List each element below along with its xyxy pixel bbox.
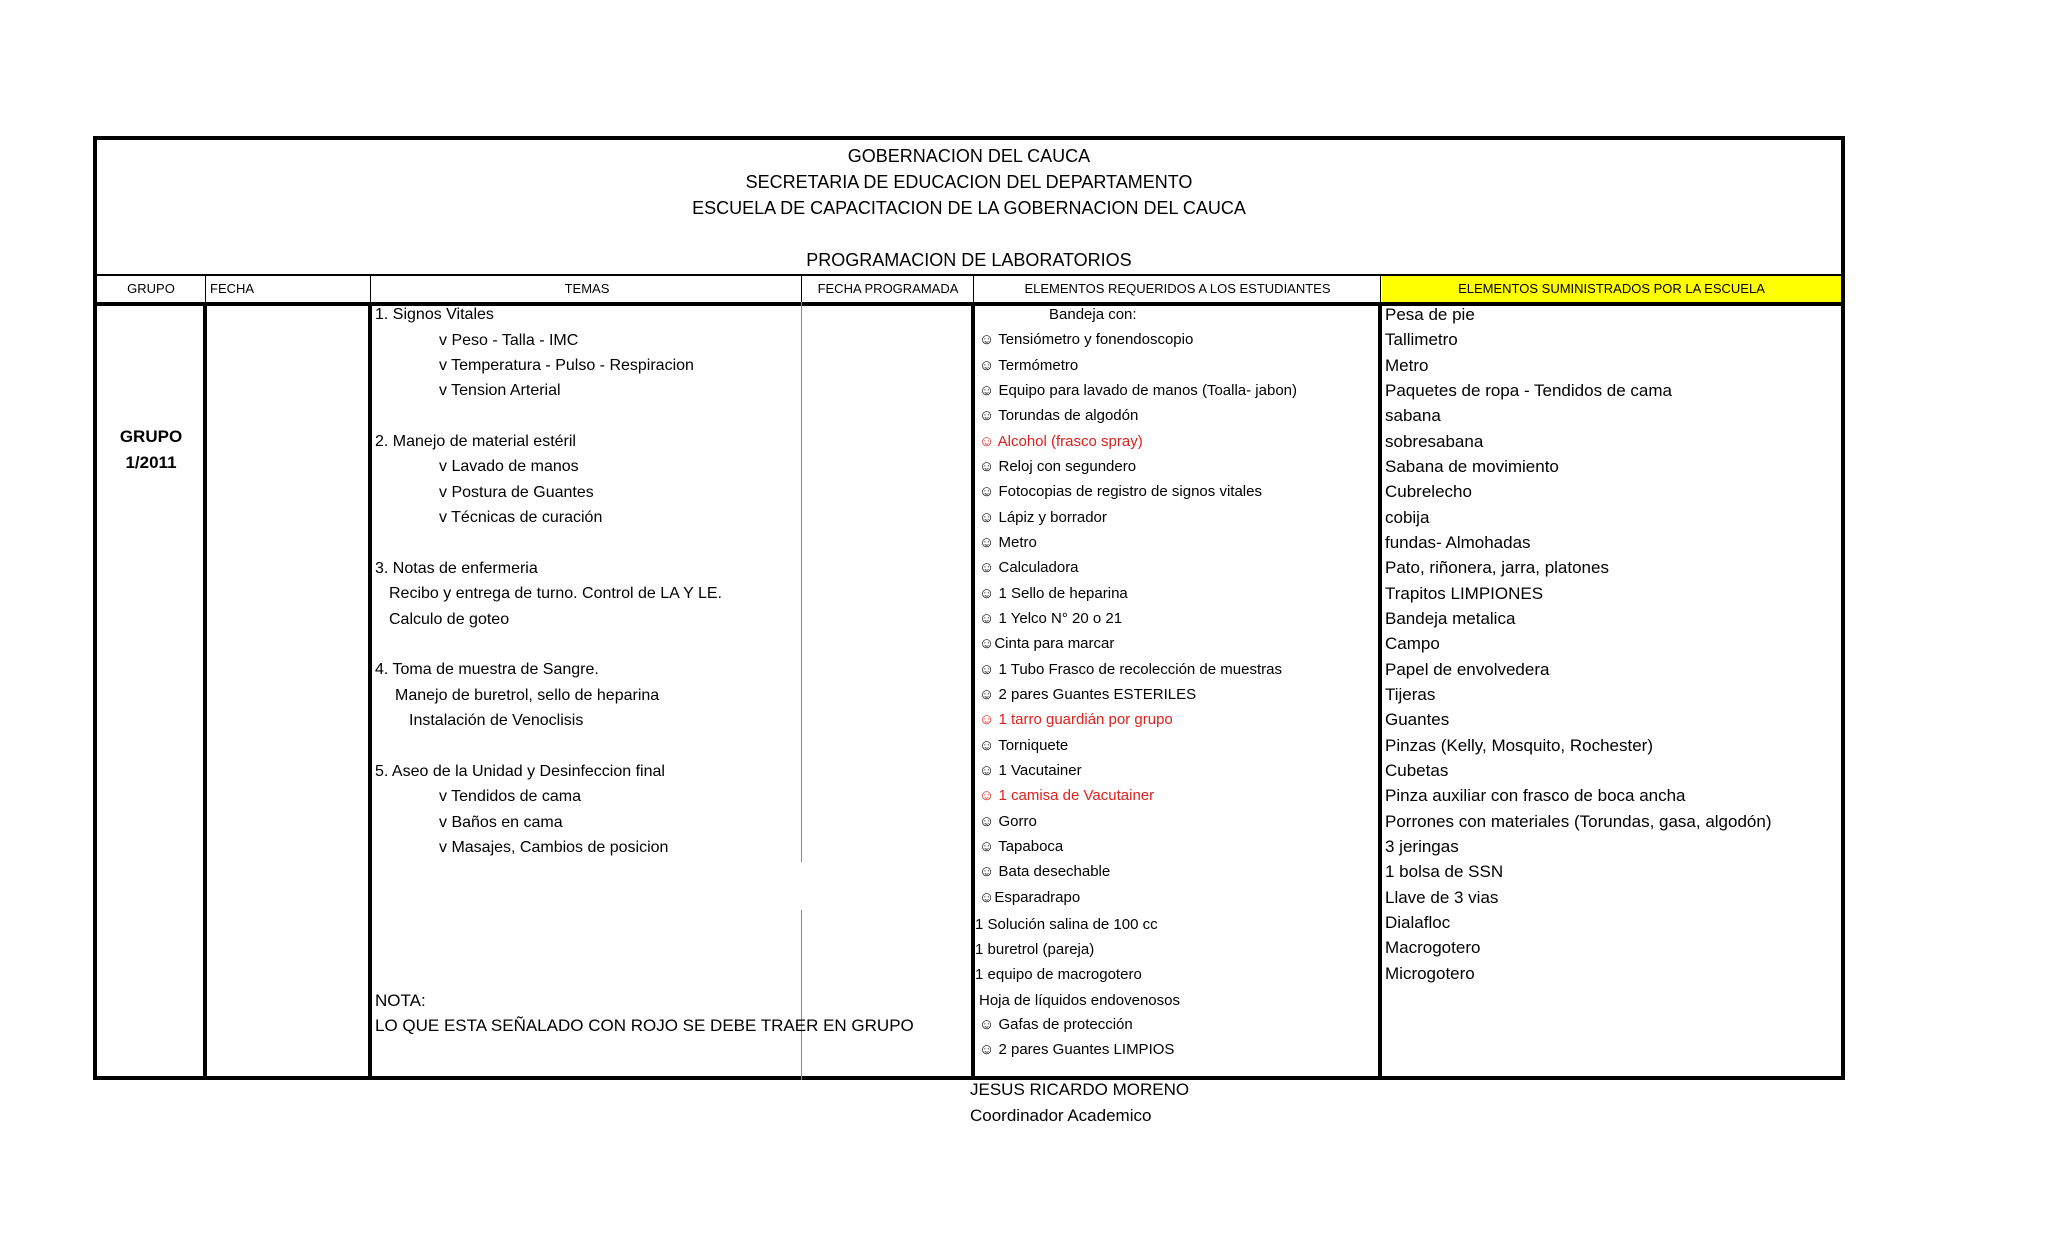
grupo-year: 1/2011 bbox=[125, 453, 177, 472]
req-item: 1 buretrol (pareja) bbox=[975, 941, 1095, 958]
req-item: Bandeja con: bbox=[1049, 306, 1137, 323]
sum-item: Paquetes de ropa - Tendidos de cama bbox=[1385, 381, 1672, 400]
header-divider bbox=[370, 276, 371, 302]
sum-item: Dialafloc bbox=[1385, 913, 1451, 932]
req-item: ☺ Fotocopias de registro de signos vitales bbox=[979, 483, 1262, 500]
req-item: ☺ 1 Yelco N° 20 o 21 bbox=[979, 610, 1123, 627]
col-fecha-programada: FECHA PROGRAMADA bbox=[817, 281, 959, 296]
req-item: ☺ Reloj con segundero bbox=[979, 458, 1137, 475]
body-divider bbox=[1378, 302, 1382, 1080]
tema-item: Recibo y entrega de turno. Control de LA Y LE. bbox=[389, 585, 722, 602]
col-suministrados: ELEMENTOS SUMINISTRADOS POR LA ESCUELA bbox=[1382, 276, 1841, 302]
header-divider bbox=[801, 276, 802, 302]
sum-item: sabana bbox=[1385, 406, 1441, 425]
header-line-2: SECRETARIA DE EDUCACION DEL DEPARTAMENTO bbox=[745, 172, 1193, 192]
header-line-3: ESCUELA DE CAPACITACION DE LA GOBERNACION DEL CAUCA bbox=[692, 198, 1246, 218]
req-item: ☺Cinta para marcar bbox=[979, 635, 1115, 652]
sum-item: Llave de 3 vias bbox=[1385, 888, 1499, 907]
sum-item: Pinza auxiliar con frasco de boca ancha bbox=[1385, 786, 1686, 805]
col-fecha: FECHA bbox=[210, 281, 255, 296]
column-header-row bbox=[97, 274, 1841, 306]
header-title: PROGRAMACION DE LABORATORIOS bbox=[806, 250, 1132, 270]
req-item: ☺ Bata desechable bbox=[979, 863, 1111, 880]
nota-label: NOTA: bbox=[375, 991, 426, 1010]
sum-item: Pato, riñonera, jarra, platones bbox=[1385, 558, 1609, 577]
req-item: ☺ 1 Vacutainer bbox=[979, 762, 1082, 779]
req-item-red: ☺ Alcohol (frasco spray) bbox=[979, 433, 1143, 450]
body-divider bbox=[203, 302, 207, 1080]
req-item: Hoja de líquidos endovenosos bbox=[979, 992, 1180, 1009]
sum-item: Guantes bbox=[1385, 710, 1450, 729]
tema-item: 5. Aseo de la Unidad y Desinfeccion final bbox=[375, 763, 665, 780]
col-requeridos: ELEMENTOS REQUERIDOS A LOS ESTUDIANTES bbox=[1024, 281, 1331, 296]
grupo-label: GRUPO bbox=[119, 427, 183, 446]
sum-item: 3 jeringas bbox=[1385, 837, 1459, 856]
req-item-red: ☺ 1 camisa de Vacutainer bbox=[979, 787, 1155, 804]
sum-item: Bandeja metalica bbox=[1385, 609, 1516, 628]
header-divider bbox=[1380, 276, 1381, 302]
sum-item: Tijeras bbox=[1385, 685, 1436, 704]
tema-item: 2. Manejo de material estéril bbox=[375, 433, 576, 450]
sum-item: cobija bbox=[1385, 508, 1430, 527]
req-item: ☺ Equipo para lavado de manos (Toalla- jabon) bbox=[979, 382, 1298, 399]
sum-item: Papel de envolvedera bbox=[1385, 660, 1550, 679]
body-divider bbox=[368, 302, 372, 1080]
body-divider-light bbox=[801, 302, 802, 862]
req-item: ☺ Tapaboca bbox=[979, 838, 1064, 855]
req-item: ☺ Lápiz y borrador bbox=[979, 509, 1107, 526]
tema-item: v Temperatura - Pulso - Respiracion bbox=[439, 357, 694, 374]
tema-item: 4. Toma de muestra de Sangre. bbox=[375, 661, 599, 678]
sum-item: Macrogotero bbox=[1385, 938, 1481, 957]
req-item: ☺ 2 pares Guantes LIMPIOS bbox=[979, 1041, 1175, 1058]
tema-item: v Baños en cama bbox=[439, 814, 563, 831]
sum-item: Cubetas bbox=[1385, 761, 1449, 780]
tema-item: v Peso - Talla - IMC bbox=[439, 332, 579, 349]
col-temas: TEMAS bbox=[564, 281, 610, 296]
req-item: ☺ 1 Tubo Frasco de recolección de muestras bbox=[979, 661, 1282, 678]
req-item: ☺ Torniquete bbox=[979, 737, 1069, 754]
req-item: ☺ Calculadora bbox=[979, 559, 1079, 576]
col-grupo: GRUPO bbox=[127, 281, 175, 296]
sum-item: Trapitos LIMPIONES bbox=[1385, 584, 1544, 603]
tema-item: v Tendidos de cama bbox=[439, 788, 582, 805]
tema-item: 1. Signos Vitales bbox=[375, 306, 494, 323]
req-item: ☺ Torundas de algodón bbox=[979, 407, 1139, 424]
req-item: ☺ Gafas de protección bbox=[979, 1016, 1133, 1033]
header-divider bbox=[205, 276, 206, 302]
req-item: ☺ Metro bbox=[979, 534, 1037, 551]
sum-item: Sabana de movimiento bbox=[1385, 457, 1559, 476]
tema-item: Instalación de Venoclisis bbox=[409, 712, 584, 729]
signer-name: JESUS RICARDO MORENO bbox=[970, 1080, 1190, 1099]
tema-item: Calculo de goteo bbox=[389, 611, 510, 628]
sum-item: Metro bbox=[1385, 356, 1429, 375]
tema-item: 3. Notas de enfermeria bbox=[375, 560, 538, 577]
req-item: 1 equipo de macrogotero bbox=[975, 966, 1142, 983]
header-divider bbox=[973, 276, 974, 302]
sum-item: Cubrelecho bbox=[1385, 482, 1472, 501]
body-divider-light bbox=[801, 910, 802, 1080]
tema-item: v Tension Arterial bbox=[439, 382, 561, 399]
sum-item: Porrones con materiales (Torundas, gasa, algodón) bbox=[1385, 812, 1772, 831]
sum-item: Campo bbox=[1385, 634, 1440, 653]
sum-item: Pesa de pie bbox=[1385, 305, 1475, 324]
sum-item: Tallimetro bbox=[1385, 330, 1458, 349]
tema-item: v Masajes, Cambios de posicion bbox=[439, 839, 669, 856]
tema-item: Manejo de buretrol, sello de heparina bbox=[395, 687, 660, 704]
lab-schedule-table bbox=[93, 136, 1845, 1080]
req-item: ☺ Gorro bbox=[979, 813, 1037, 830]
req-item: 1 Solución salina de 100 cc bbox=[975, 916, 1158, 933]
sum-item: Microgotero bbox=[1385, 964, 1475, 983]
req-item: ☺ 1 Sello de heparina bbox=[979, 585, 1128, 602]
sum-item: 1 bolsa de SSN bbox=[1385, 862, 1504, 881]
sum-item: fundas- Almohadas bbox=[1385, 533, 1531, 552]
signer-role: Coordinador Academico bbox=[970, 1106, 1152, 1125]
nota-text: LO QUE ESTA SEÑALADO CON ROJO SE DEBE TRAER EN GRUPO bbox=[375, 1016, 914, 1035]
tema-item: v Postura de Guantes bbox=[439, 484, 594, 501]
req-item: ☺ Termómetro bbox=[979, 357, 1079, 374]
header-line-1: GOBERNACION DEL CAUCA bbox=[847, 146, 1091, 166]
tema-item: v Lavado de manos bbox=[439, 458, 579, 475]
req-item: ☺ 2 pares Guantes ESTERILES bbox=[979, 686, 1197, 703]
tema-item: v Técnicas de curación bbox=[439, 509, 603, 526]
req-item: ☺Esparadrapo bbox=[979, 889, 1081, 906]
sum-item: sobresabana bbox=[1385, 432, 1484, 451]
sum-item: Pinzas (Kelly, Mosquito, Rochester) bbox=[1385, 736, 1654, 755]
req-item: ☺ Tensiómetro y fonendoscopio bbox=[979, 331, 1194, 348]
req-item-red: ☺ 1 tarro guardián por grupo bbox=[979, 711, 1173, 728]
